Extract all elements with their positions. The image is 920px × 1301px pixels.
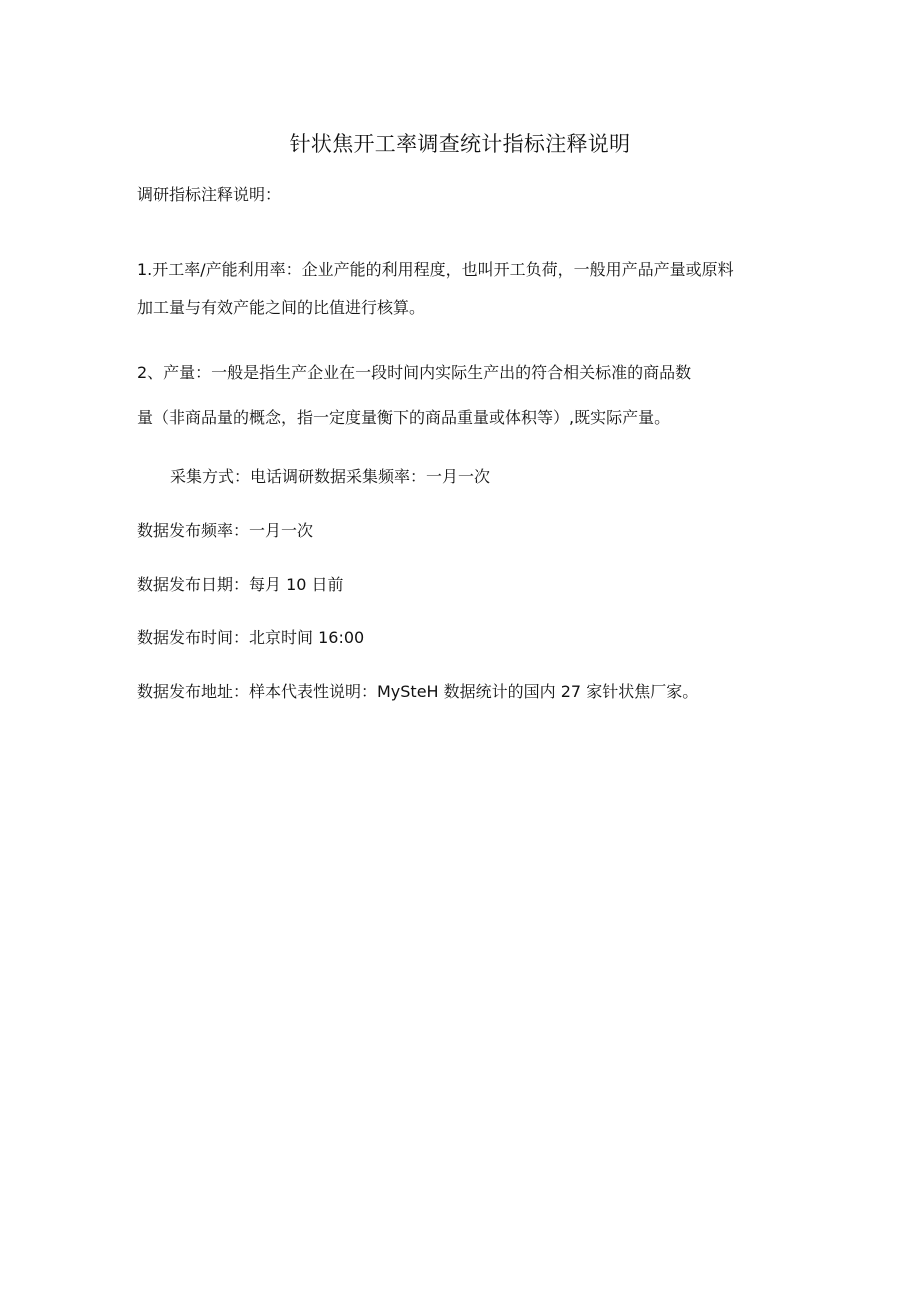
release-address: 数据发布地址：样本代表性说明：MySteH 数据统计的国内 27 家针状焦厂家。 bbox=[137, 682, 699, 701]
release-time: 数据发布时间：北京时间 16:00 bbox=[137, 628, 365, 647]
item-2-line-1: 2、产量：一般是指生产企业在一段时间内实际生产出的符合相关标准的商品数 bbox=[137, 363, 692, 382]
intro-heading: 调研指标注释说明： bbox=[137, 185, 282, 204]
release-frequency: 数据发布频率：一月一次 bbox=[137, 521, 314, 540]
item-2-line-2: 量（非商品量的概念，指一定度量衡下的商品重量或体积等）,既实际产量。 bbox=[137, 408, 671, 427]
document-title: 针状焦开工率调查统计指标注释说明 bbox=[289, 132, 631, 156]
release-date: 数据发布日期：每月 10 日前 bbox=[137, 575, 344, 594]
item-1-line-2: 加工量与有效产能之间的比值进行核算。 bbox=[137, 298, 426, 317]
collection-method: 采集方式：电话调研数据采集频率：一月一次 bbox=[170, 467, 491, 486]
item-1-line-1: 1.开工率/产能利用率：企业产能的利用程度，也叫开工负荷，一般用产品产量或原料 bbox=[137, 260, 734, 279]
